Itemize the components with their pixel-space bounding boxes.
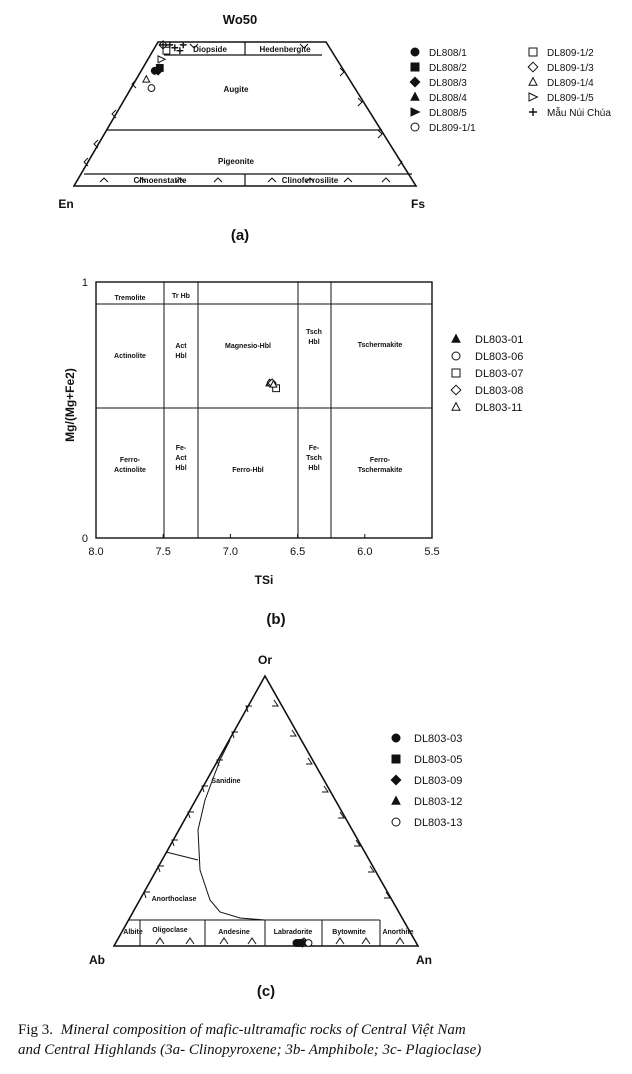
panel-c-label: (c): [256, 983, 276, 1000]
tick-bottom-edge: [344, 178, 352, 182]
field-fe-act-hbl-2: Act: [175, 455, 187, 462]
legend-label-dl808-4: DL808/4: [429, 93, 467, 104]
legend-label-dl809-1-4: DL809-1/4: [547, 78, 594, 89]
panel-b-legend: [451, 334, 523, 414]
figure-caption-line-2: and Central Highlands (3a- Clinopyroxene; 3b- Amphibole; 3c- Plagioclase): [18, 1042, 482, 1058]
legend-label-dl803-12: DL803-12: [414, 796, 463, 808]
legend-label-mau-nui-chua: Mẫu Núi Chúa: [547, 108, 611, 119]
field-sanidine: Sanidine: [211, 778, 241, 785]
panel-c-legend: [391, 733, 462, 829]
field-ferro-actinolite-1: Ferro-: [119, 457, 141, 464]
tick-left-edge: [144, 892, 150, 898]
legend-label-dl803-09: DL803-09: [414, 775, 463, 787]
panel-a: [58, 12, 611, 244]
field-anorthoclase: Anorthoclase: [151, 896, 197, 903]
field-hedenbergite: Hedenbergite: [259, 45, 311, 54]
panel-a-legend: [410, 48, 611, 134]
caption-fig-number: Fig 3.: [18, 1022, 54, 1038]
caption-line-1-text: Mineral composition of mafic-ultramafic rocks of Central Việt Nam: [60, 1022, 466, 1038]
figure-caption-line-1: [18, 1022, 466, 1038]
field-bytownite: Bytownite: [332, 929, 366, 936]
x-axis-label: TSi: [254, 573, 274, 587]
anorthoclase-upper-boundary: [166, 852, 198, 860]
legend-marker-dl803-08: [451, 385, 461, 395]
legend-label-dl808-3: DL808/3: [429, 78, 467, 89]
plot-frame-b: [96, 282, 432, 538]
field-act-hbl-1: Act: [175, 343, 187, 350]
field-ferro-hbl: Ferro-Hbl: [232, 467, 264, 474]
field-magnesio-hbl: Magnesio-Hbl: [225, 343, 271, 350]
feldspar-triangle: [114, 676, 418, 946]
field-fe-tsch-hbl-1: Fe-: [308, 445, 320, 452]
field-diopside: Diopside: [193, 45, 227, 54]
tick-bottom-edge: [268, 178, 276, 182]
legend-label-dl803-05: DL803-05: [414, 754, 463, 766]
apex-or: Or: [257, 653, 273, 667]
panel-a-label: (a): [230, 227, 250, 244]
legend-marker-dl808-5: [411, 108, 419, 116]
field-clinoferrosilite: Clinoferrosilite: [281, 176, 339, 185]
field-albite: Albite: [123, 929, 143, 936]
x-tick-label: 8.0: [88, 546, 104, 558]
tick-bottom-edge: [248, 938, 256, 944]
field-oligoclase: Oligoclase: [152, 927, 188, 934]
legend-label-dl809-1-2: DL809-1/2: [547, 48, 594, 59]
field-labradorite: Labradorite: [273, 929, 313, 936]
legend-label-dl803-06: DL803-06: [475, 351, 524, 363]
legend-label-dl808-2: DL808/2: [429, 63, 467, 74]
legend-marker-dl808-4: [411, 93, 419, 101]
panel-b-axis-ticks: [82, 277, 440, 558]
tick-bottom-edge: [336, 938, 344, 944]
legend-label-dl803-11: DL803-11: [475, 402, 523, 414]
legend-marker-dl803-01: [452, 335, 460, 343]
legend-marker-dl803-12: [392, 797, 400, 805]
panel-c-data-points: [293, 939, 312, 947]
legend-label-dl809-1-3: DL809-1/3: [547, 63, 594, 74]
legend-label-dl803-13: DL803-13: [414, 817, 463, 829]
field-tremolite: Tremolite: [114, 295, 146, 302]
legend-marker-dl809-1-5: [529, 93, 537, 101]
panel-a-title: Wo50: [222, 12, 258, 27]
field-fe-tsch-hbl-2: Tsch: [306, 455, 322, 462]
field-fe-act-hbl-3: Hbl: [175, 465, 187, 472]
apex-fs: Fs: [410, 197, 426, 211]
field-anorthite: Anorthite: [382, 929, 414, 936]
legend-label-dl803-08: DL803-08: [475, 385, 524, 397]
legend-marker-dl808-3: [410, 77, 420, 87]
legend-marker-dl809-1-4: [529, 78, 537, 86]
panel-a-data-points: [143, 41, 187, 92]
legend-marker-dl803-09: [391, 775, 401, 785]
tick-bottom-edge: [100, 178, 108, 182]
tick-bottom-edge: [214, 178, 222, 182]
tick-bottom-edge: [156, 938, 164, 944]
legend-marker-dl803-11: [452, 403, 460, 411]
data-point-dl809-1-5: [158, 56, 165, 63]
legend-label-dl803-01: DL803-01: [475, 334, 524, 346]
x-tick-label: 6.5: [289, 546, 306, 558]
data-point-dl809-1-1: [148, 85, 155, 92]
field-clinoenstatite: Clinoenstatite: [133, 176, 187, 185]
panel-b: [63, 277, 523, 628]
field-ferro-tschermakite-2: Tschermakite: [357, 467, 403, 474]
legend-label-dl809-1-5: DL809-1/5: [547, 93, 594, 104]
x-tick-label: 7.5: [155, 546, 171, 558]
x-tick-label: 7.0: [222, 546, 239, 558]
legend-marker-dl809-1-1: [411, 123, 419, 131]
legend-marker-dl808-1: [411, 48, 419, 56]
y-tick-label: 0: [81, 533, 88, 545]
field-ferro-actinolite-2: Actinolite: [114, 467, 146, 474]
legend-label-dl803-07: DL803-07: [475, 368, 524, 380]
field-augite: Augite: [223, 85, 249, 94]
field-tsch-hbl-1: Tsch: [306, 329, 322, 336]
legend-marker-mau-nui-chua: [529, 108, 537, 116]
apex-en: En: [58, 197, 74, 211]
tick-bottom-edge: [396, 938, 404, 944]
legend-marker-dl808-2: [411, 63, 419, 71]
legend-marker-dl809-1-3: [528, 62, 538, 72]
field-ferro-tschermakite-1: Ferro-: [369, 457, 391, 464]
field-actinolite: Actinolite: [114, 353, 146, 360]
x-tick-label: 6.0: [357, 546, 373, 558]
tick-bottom-edge: [220, 938, 228, 944]
panel-c: [89, 653, 462, 1000]
tick-bottom-edge: [362, 938, 370, 944]
legend-label-dl809-1-1: DL809-1/1: [429, 123, 476, 134]
legend-marker-dl803-05: [392, 755, 400, 763]
field-fe-tsch-hbl-3: Hbl: [308, 465, 320, 472]
panel-b-data-points: [266, 379, 280, 392]
field-tr-hbl: Tr Hb: [172, 293, 190, 300]
panel-b-label: (b): [266, 611, 286, 628]
y-axis-label: Mg/(Mg+Fe2): [63, 368, 77, 442]
tick-right-edge: [272, 700, 278, 706]
apex-an: An: [416, 953, 432, 967]
tick-bottom-edge: [382, 178, 390, 182]
field-pigeonite: Pigeonite: [217, 157, 255, 166]
legend-label-dl808-5: DL808/5: [429, 108, 467, 119]
data-point-dl809-1-4: [143, 76, 150, 82]
tick-right-edge: [290, 730, 296, 736]
field-tsch-hbl-2: Hbl: [308, 339, 320, 346]
legend-marker-dl809-1-2: [529, 48, 537, 56]
x-tick-label: 5.5: [424, 546, 440, 558]
y-tick-label: 1: [81, 277, 88, 289]
legend-marker-dl803-07: [452, 369, 460, 377]
legend-marker-dl803-06: [452, 352, 460, 360]
legend-label-dl803-03: DL803-03: [414, 733, 463, 745]
field-tschermakite: Tschermakite: [357, 342, 403, 349]
legend-marker-dl803-13: [392, 818, 400, 826]
field-act-hbl-2: Hbl: [175, 353, 187, 360]
field-andesine: Andesine: [218, 929, 250, 936]
data-point-dl803-13: [305, 940, 312, 947]
field-fe-act-hbl-1: Fe-: [175, 445, 187, 452]
apex-ab: Ab: [89, 953, 105, 967]
legend-label-dl808-1: DL808/1: [429, 48, 467, 59]
tick-bottom-edge: [186, 938, 194, 944]
legend-marker-dl803-03: [392, 734, 400, 742]
